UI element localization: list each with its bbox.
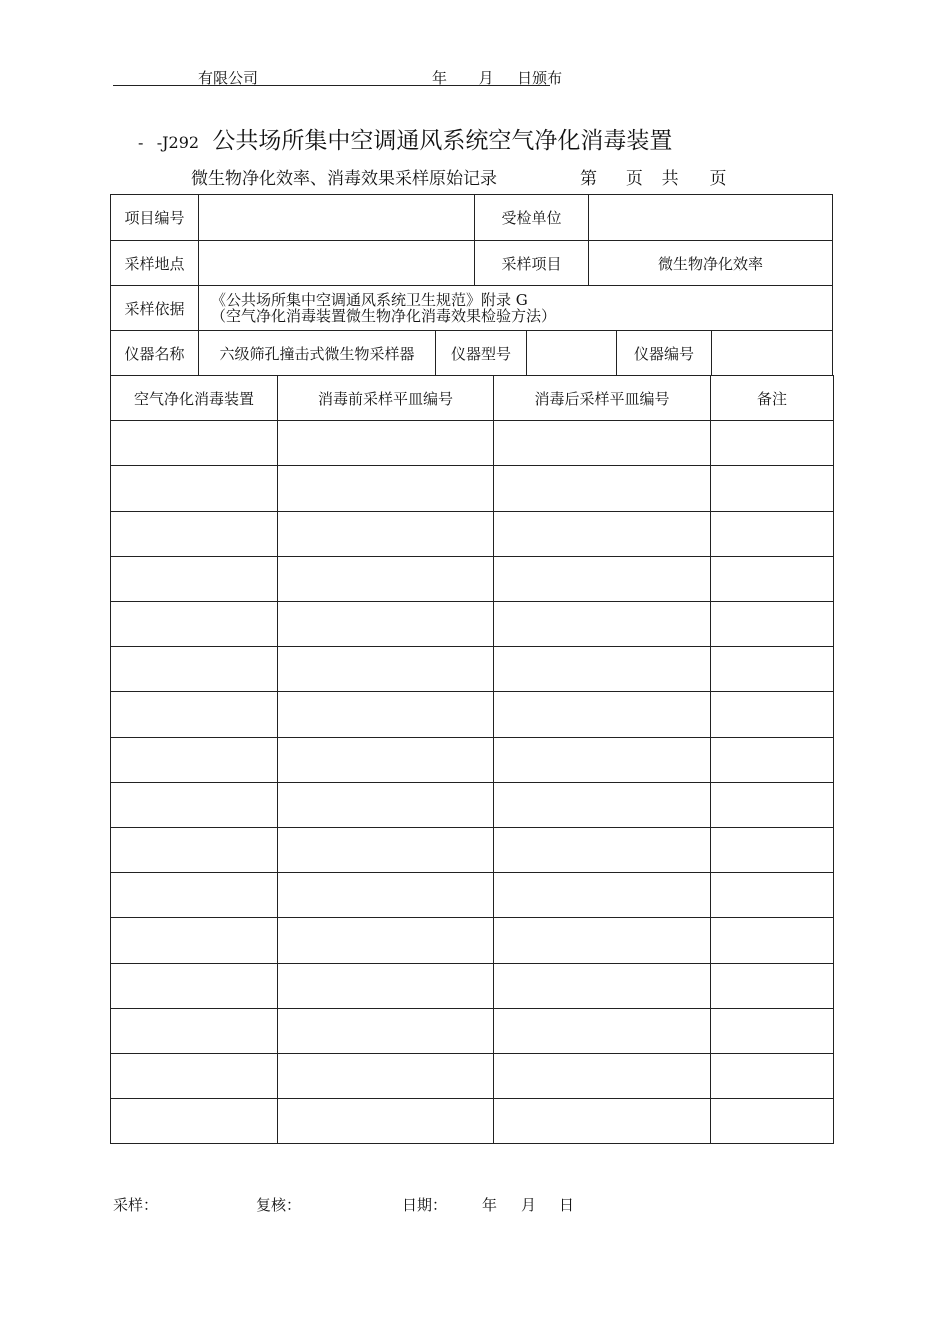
table-cell[interactable] bbox=[710, 646, 834, 692]
table-cell[interactable] bbox=[493, 782, 711, 828]
instrument-model-label: 仪器型号 bbox=[435, 330, 527, 376]
project-no-label: 项目编号 bbox=[110, 194, 199, 241]
issue-day: 日颁布 bbox=[517, 69, 563, 87]
table-cell[interactable] bbox=[110, 465, 278, 512]
item-label: 采样项目 bbox=[474, 240, 589, 286]
instrument-name-field[interactable]: 六级筛孔撞击式微生物采样器 bbox=[198, 330, 436, 376]
table-cell[interactable] bbox=[110, 646, 278, 692]
date-month: 月 bbox=[521, 1196, 537, 1214]
table-cell[interactable] bbox=[110, 1008, 278, 1054]
title-text: 公共场所集中空调通风系统空气净化消毒装置 bbox=[212, 128, 673, 154]
table-cell[interactable] bbox=[710, 420, 834, 466]
company-name: 有限公司 bbox=[198, 69, 259, 87]
page-label-1: 第 bbox=[580, 169, 597, 189]
basis-line-2: （空气净化消毒装置微生物净化消毒效果检验方法） bbox=[211, 307, 557, 325]
table-cell[interactable] bbox=[110, 556, 278, 602]
sampler-label: 采样： bbox=[113, 1196, 159, 1214]
table-cell[interactable] bbox=[110, 917, 278, 964]
site-label: 采样地点 bbox=[110, 240, 199, 286]
table-cell[interactable] bbox=[493, 1098, 711, 1144]
table-cell[interactable] bbox=[277, 827, 494, 873]
table-cell[interactable] bbox=[493, 420, 711, 466]
table-cell[interactable] bbox=[277, 511, 494, 557]
table-cell[interactable] bbox=[277, 782, 494, 828]
table-cell[interactable] bbox=[493, 872, 711, 918]
table-cell[interactable] bbox=[277, 646, 494, 692]
table-cell[interactable] bbox=[277, 601, 494, 647]
table-cell[interactable] bbox=[110, 737, 278, 783]
title-code: -J292 bbox=[156, 133, 200, 152]
table-cell[interactable] bbox=[710, 872, 834, 918]
table-cell[interactable] bbox=[277, 963, 494, 1009]
table-header-cell: 消毒前采样平皿编号 bbox=[277, 375, 494, 421]
table-cell[interactable] bbox=[110, 782, 278, 828]
table-cell[interactable] bbox=[277, 1053, 494, 1099]
table-cell[interactable] bbox=[110, 511, 278, 557]
table-cell[interactable] bbox=[493, 1008, 711, 1054]
table-cell[interactable] bbox=[710, 601, 834, 647]
instrument-no-label: 仪器编号 bbox=[616, 330, 712, 376]
table-cell[interactable] bbox=[710, 737, 834, 783]
basis-line-1: 《公共场所集中空调通风系统卫生规范》附录 G bbox=[211, 291, 528, 309]
table-header-cell: 备注 bbox=[710, 375, 834, 421]
table-cell[interactable] bbox=[493, 737, 711, 783]
table-cell[interactable] bbox=[493, 511, 711, 557]
table-cell[interactable] bbox=[710, 691, 834, 738]
table-cell[interactable] bbox=[493, 556, 711, 602]
table-cell[interactable] bbox=[110, 1098, 278, 1144]
table-cell[interactable] bbox=[277, 917, 494, 964]
table-cell[interactable] bbox=[277, 737, 494, 783]
table-cell[interactable] bbox=[110, 601, 278, 647]
instrument-name-label: 仪器名称 bbox=[110, 330, 199, 376]
table-cell[interactable] bbox=[493, 1053, 711, 1099]
project-no-field[interactable] bbox=[198, 194, 475, 241]
page-label-3: 共 bbox=[661, 169, 679, 189]
page-info bbox=[580, 164, 726, 189]
page-label-4: 页 bbox=[709, 169, 727, 189]
table-cell[interactable] bbox=[110, 872, 278, 918]
table-cell[interactable] bbox=[493, 827, 711, 873]
table-cell[interactable] bbox=[710, 1008, 834, 1054]
table-cell[interactable] bbox=[110, 1053, 278, 1099]
table-cell[interactable] bbox=[110, 963, 278, 1009]
record-form bbox=[110, 194, 833, 1190]
table-cell[interactable] bbox=[493, 917, 711, 964]
table-cell[interactable] bbox=[710, 1098, 834, 1144]
site-field[interactable] bbox=[198, 240, 475, 286]
inspected-unit-label: 受检单位 bbox=[474, 194, 589, 241]
table-cell[interactable] bbox=[277, 1098, 494, 1144]
item-field[interactable]: 微生物净化效率 bbox=[588, 240, 833, 286]
table-cell[interactable] bbox=[710, 917, 834, 964]
instrument-no-field[interactable] bbox=[711, 330, 833, 376]
table-cell[interactable] bbox=[493, 963, 711, 1009]
table-cell[interactable] bbox=[710, 556, 834, 602]
reviewer-label: 复核： bbox=[256, 1196, 302, 1214]
table-cell[interactable] bbox=[710, 511, 834, 557]
basis-field bbox=[198, 285, 833, 331]
table-cell[interactable] bbox=[277, 556, 494, 602]
table-cell[interactable] bbox=[710, 1053, 834, 1099]
table-cell[interactable] bbox=[493, 601, 711, 647]
table-cell[interactable] bbox=[493, 691, 711, 738]
table-cell[interactable] bbox=[110, 420, 278, 466]
table-cell[interactable] bbox=[710, 827, 834, 873]
table-cell[interactable] bbox=[277, 872, 494, 918]
table-cell[interactable] bbox=[710, 782, 834, 828]
issue-year: 年 bbox=[432, 69, 448, 87]
header-underline bbox=[113, 85, 550, 86]
table-cell[interactable] bbox=[493, 465, 711, 512]
table-cell[interactable] bbox=[493, 646, 711, 692]
inspected-unit-field[interactable] bbox=[588, 194, 833, 241]
document-subtitle: 微生物净化效率、消毒效果采样原始记录 bbox=[191, 169, 497, 189]
basis-label: 采样依据 bbox=[110, 285, 199, 331]
page-label-2: 页 bbox=[625, 169, 643, 189]
table-cell[interactable] bbox=[110, 691, 278, 738]
date-year: 年 bbox=[482, 1196, 498, 1214]
title-prefix: - bbox=[138, 133, 144, 152]
table-cell[interactable] bbox=[277, 691, 494, 738]
table-cell[interactable] bbox=[277, 465, 494, 512]
table-header-cell: 消毒后采样平皿编号 bbox=[493, 375, 711, 421]
issue-month: 月 bbox=[478, 69, 494, 87]
table-header-cell: 空气净化消毒装置 bbox=[110, 375, 278, 421]
table-cell[interactable] bbox=[710, 963, 834, 1009]
table-cell[interactable] bbox=[110, 827, 278, 873]
table-cell[interactable] bbox=[277, 1008, 494, 1054]
document-title bbox=[138, 122, 672, 155]
instrument-model-field[interactable] bbox=[526, 330, 617, 376]
date-label: 日期： bbox=[402, 1196, 448, 1214]
table-cell[interactable] bbox=[277, 420, 494, 466]
table-cell[interactable] bbox=[710, 465, 834, 512]
date-day: 日 bbox=[559, 1196, 575, 1214]
